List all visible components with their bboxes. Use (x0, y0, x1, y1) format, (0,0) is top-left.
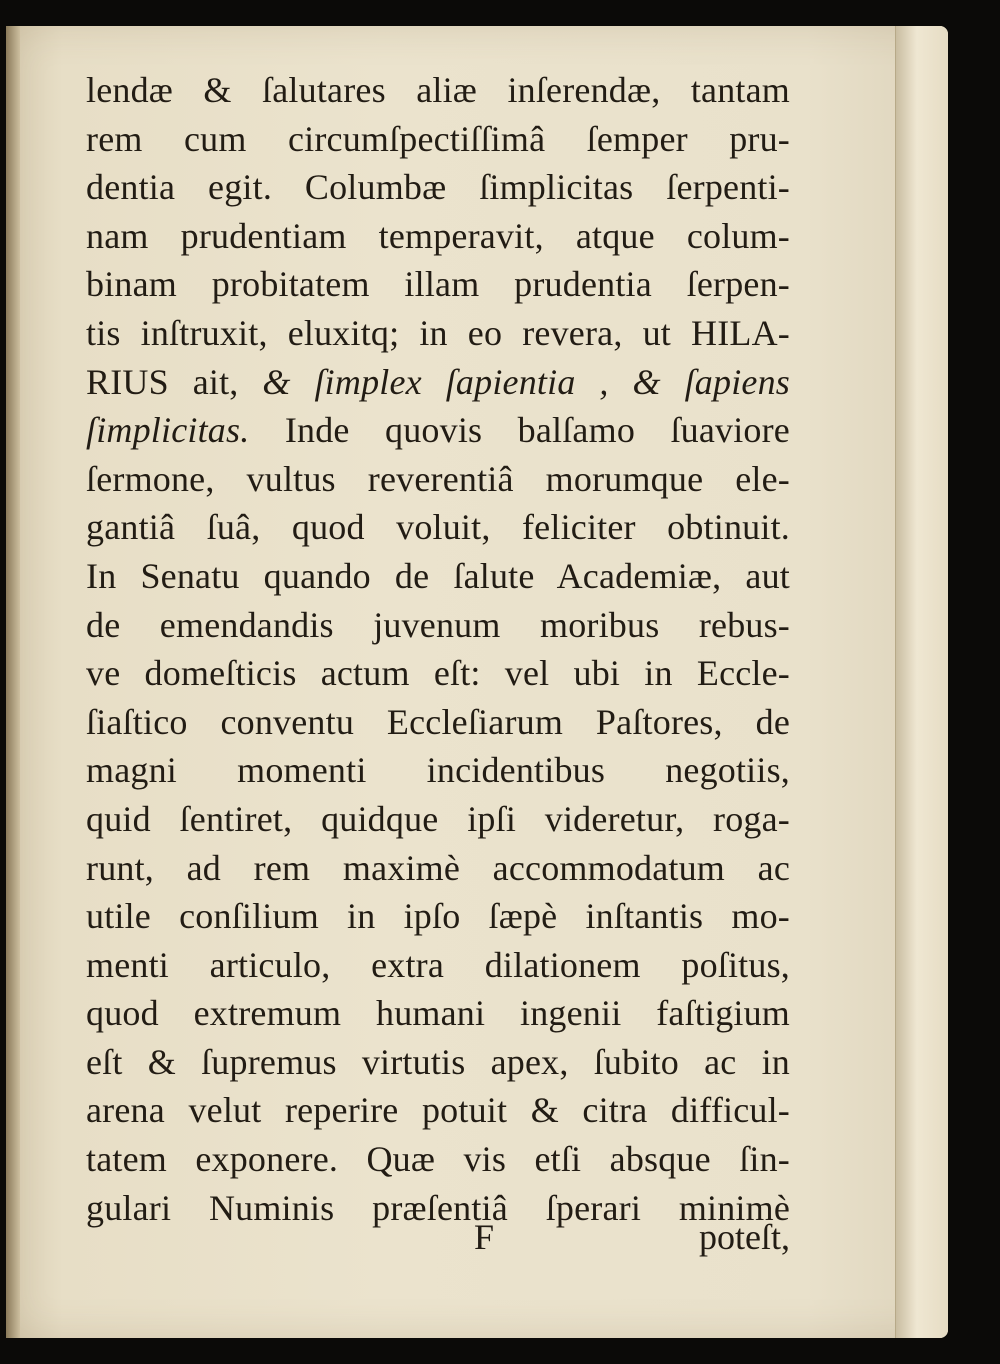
text-line (86, 1038, 790, 1087)
text-line (86, 309, 790, 358)
italic-text: ſimplicitas. (86, 410, 250, 451)
text-line (86, 941, 790, 990)
text-segment: tatem exponere. Quæ vis etſi absque ſin- (86, 1139, 790, 1180)
text-line (86, 163, 790, 212)
text-segment: quod extremum humani ingenii faſtigium (86, 993, 790, 1034)
text-segment: RIUS ait, (86, 361, 263, 402)
text-segment: magni momenti incidentibus negotiis, (86, 750, 790, 791)
text-line (86, 844, 790, 893)
page-footer (86, 1208, 790, 1258)
text-line (86, 746, 790, 795)
text-line (86, 455, 790, 504)
text-segment: menti articulo, extra dilationem poſitus, (86, 944, 790, 985)
text-segment: de emendandis juvenum moribus rebus- (86, 604, 790, 645)
text-line (86, 503, 790, 552)
text-line (86, 552, 790, 601)
text-line (86, 406, 790, 455)
text-line (86, 989, 790, 1038)
text-line (86, 358, 790, 407)
text-segment: dentia egit. Columbæ ſimplicitas ſerpenti- (86, 167, 790, 208)
signature-mark: F (474, 1217, 495, 1257)
text-segment: tis inſtruxit, eluxitq; in eo revera, ut HILA- (86, 312, 790, 353)
text-segment: gulari Numinis præſentiâ ſperari minimè (86, 1187, 790, 1228)
text-segment: binam probitatem illam prudentia ſerpen- (86, 264, 790, 305)
text-line (86, 212, 790, 261)
body-text (86, 66, 790, 1232)
text-segment: In Senatu quando de ſalute Academiæ, aut (86, 555, 790, 596)
text-segment: eſt & ſupremus virtutis apex, ſubito ac in (86, 1041, 790, 1082)
catchword: poteſt, (699, 1217, 790, 1257)
binding-gutter (6, 26, 20, 1338)
text-segment: rem cum circumſpectiſſimâ ſemper pru- (86, 118, 790, 159)
text-line (86, 795, 790, 844)
text-segment: gantiâ ſuâ, quod voluit, feliciter obtinuit. (86, 507, 790, 548)
text-line (86, 66, 790, 115)
text-line (86, 115, 790, 164)
text-line (86, 892, 790, 941)
italic-text: & ſimplex ſapientia , & ſapiens (262, 361, 790, 402)
text-segment: lendæ & ſalutares aliæ inſerendæ, tantam (86, 70, 790, 110)
text-segment: nam prudentiam temperavit, atque colum- (86, 215, 790, 256)
text-segment: ve domeſticis actum eſt: vel ubi in Eccle- (86, 653, 790, 694)
text-segment: Inde quovis balſamo ſuaviore (249, 410, 790, 451)
text-line (86, 601, 790, 650)
text-line (86, 260, 790, 309)
text-segment: ſiaſtico conventu Eccleſiarum Paſtores, de (86, 701, 790, 742)
text-segment: quid ſentiret, quidque ipſi videretur, roga- (86, 798, 790, 839)
text-line (86, 1135, 790, 1184)
text-line (86, 698, 790, 747)
text-line (86, 649, 790, 698)
text-line (86, 1086, 790, 1135)
page-edge (895, 26, 948, 1338)
text-segment: runt, ad rem maximè accommodatum ac (86, 847, 790, 888)
text-segment: arena velut reperire potuit & citra difficul- (86, 1090, 790, 1131)
text-segment: utile conſilium in ipſo ſæpè inſtantis mo- (86, 896, 790, 937)
text-segment: ſermone, vultus reverentiâ morumque ele- (86, 458, 790, 499)
